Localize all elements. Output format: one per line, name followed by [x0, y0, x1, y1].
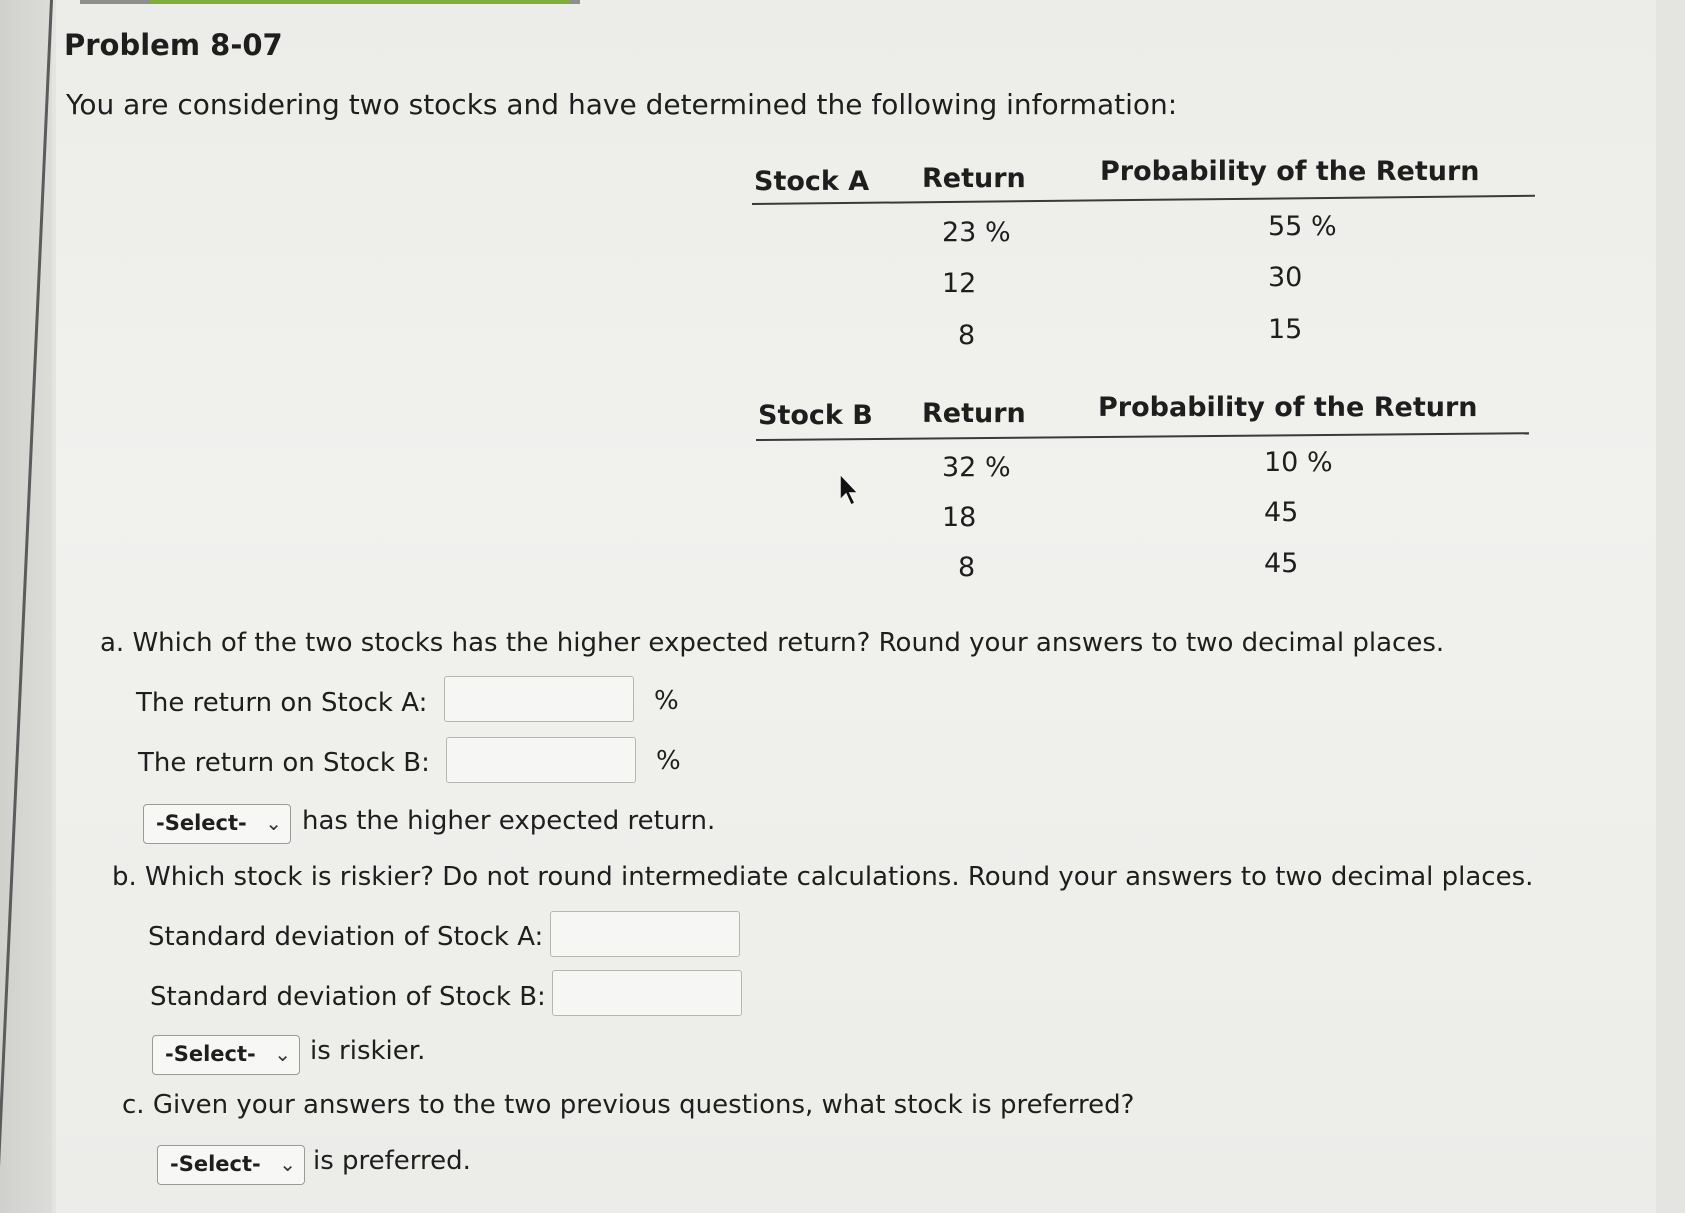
stock-b-probability-cell: 10 % [1264, 447, 1333, 478]
stock-b-return-input[interactable] [446, 737, 636, 783]
stock-b-return-label: The return on Stock B: [138, 748, 430, 778]
problem-intro: You are considering two stocks and have determined the following information: [66, 88, 1178, 121]
stock-a-return-label: The return on Stock A: [136, 688, 428, 718]
riskier-select[interactable] [152, 1035, 300, 1075]
preferred-select-label: -Select- [170, 1152, 261, 1176]
stock-b-probability-header: Probability of the Return [1098, 392, 1478, 423]
std-dev-b-label: Standard deviation of Stock B: [150, 982, 546, 1012]
mouse-cursor-icon [838, 472, 864, 508]
stock-a-probability-cell: 30 [1268, 262, 1303, 293]
std-dev-a-label: Standard deviation of Stock A: [148, 922, 544, 952]
stock-b-return-cell: 18 [942, 502, 977, 533]
part-a-question: a. Which of the two stocks has the higher expected return? Round your answers to two decimal places. [100, 628, 1445, 658]
riskier-suffix: is riskier. [310, 1036, 426, 1066]
std-dev-b-input[interactable] [552, 970, 742, 1016]
stock-a-return-header: Return [922, 163, 1026, 194]
stock-b-probability-cell: 45 [1264, 497, 1299, 528]
stock-b-return-cell: 32 % [942, 452, 1011, 483]
stock-a-return-cell: 12 [942, 268, 977, 299]
stock-a-return-cell: 23 % [942, 217, 1011, 248]
chevron-down-icon: ⌄ [279, 1152, 296, 1176]
higher-return-select-label: -Select- [156, 811, 247, 835]
stock-a-probability-cell: 55 % [1268, 211, 1337, 242]
higher-return-suffix: has the higher expected return. [302, 806, 716, 836]
preferred-select[interactable] [157, 1145, 305, 1185]
stock-b-header: Stock B [758, 400, 873, 431]
stock-b-probability-cell: 45 [1264, 548, 1299, 579]
stock-b-return-cell: 8 [958, 552, 976, 583]
riskier-select-label: -Select- [165, 1042, 256, 1066]
stock-a-return-cell: 8 [958, 320, 976, 351]
stock-b-return-header: Return [922, 398, 1026, 429]
higher-return-select[interactable] [143, 804, 291, 844]
stock-a-return-input[interactable] [444, 676, 634, 722]
stock-a-percent-unit: % [654, 686, 679, 716]
problem-title: Problem 8-07 [64, 28, 283, 62]
stock-a-probability-header: Probability of the Return [1100, 156, 1480, 187]
part-c-question: c. Given your answers to the two previous questions, what stock is preferred? [122, 1090, 1135, 1120]
chevron-down-icon: ⌄ [265, 811, 282, 835]
stock-b-percent-unit: % [656, 746, 681, 776]
std-dev-a-input[interactable] [550, 911, 740, 957]
top-progress-fill [150, 0, 570, 4]
stock-a-probability-cell: 15 [1268, 314, 1303, 345]
part-b-question: b. Which stock is riskier? Do not round intermediate calculations. Round your answers to two decimal places. [112, 862, 1534, 892]
preferred-suffix: is preferred. [313, 1146, 471, 1176]
stock-a-header: Stock A [754, 166, 870, 197]
chevron-down-icon: ⌄ [274, 1042, 291, 1066]
